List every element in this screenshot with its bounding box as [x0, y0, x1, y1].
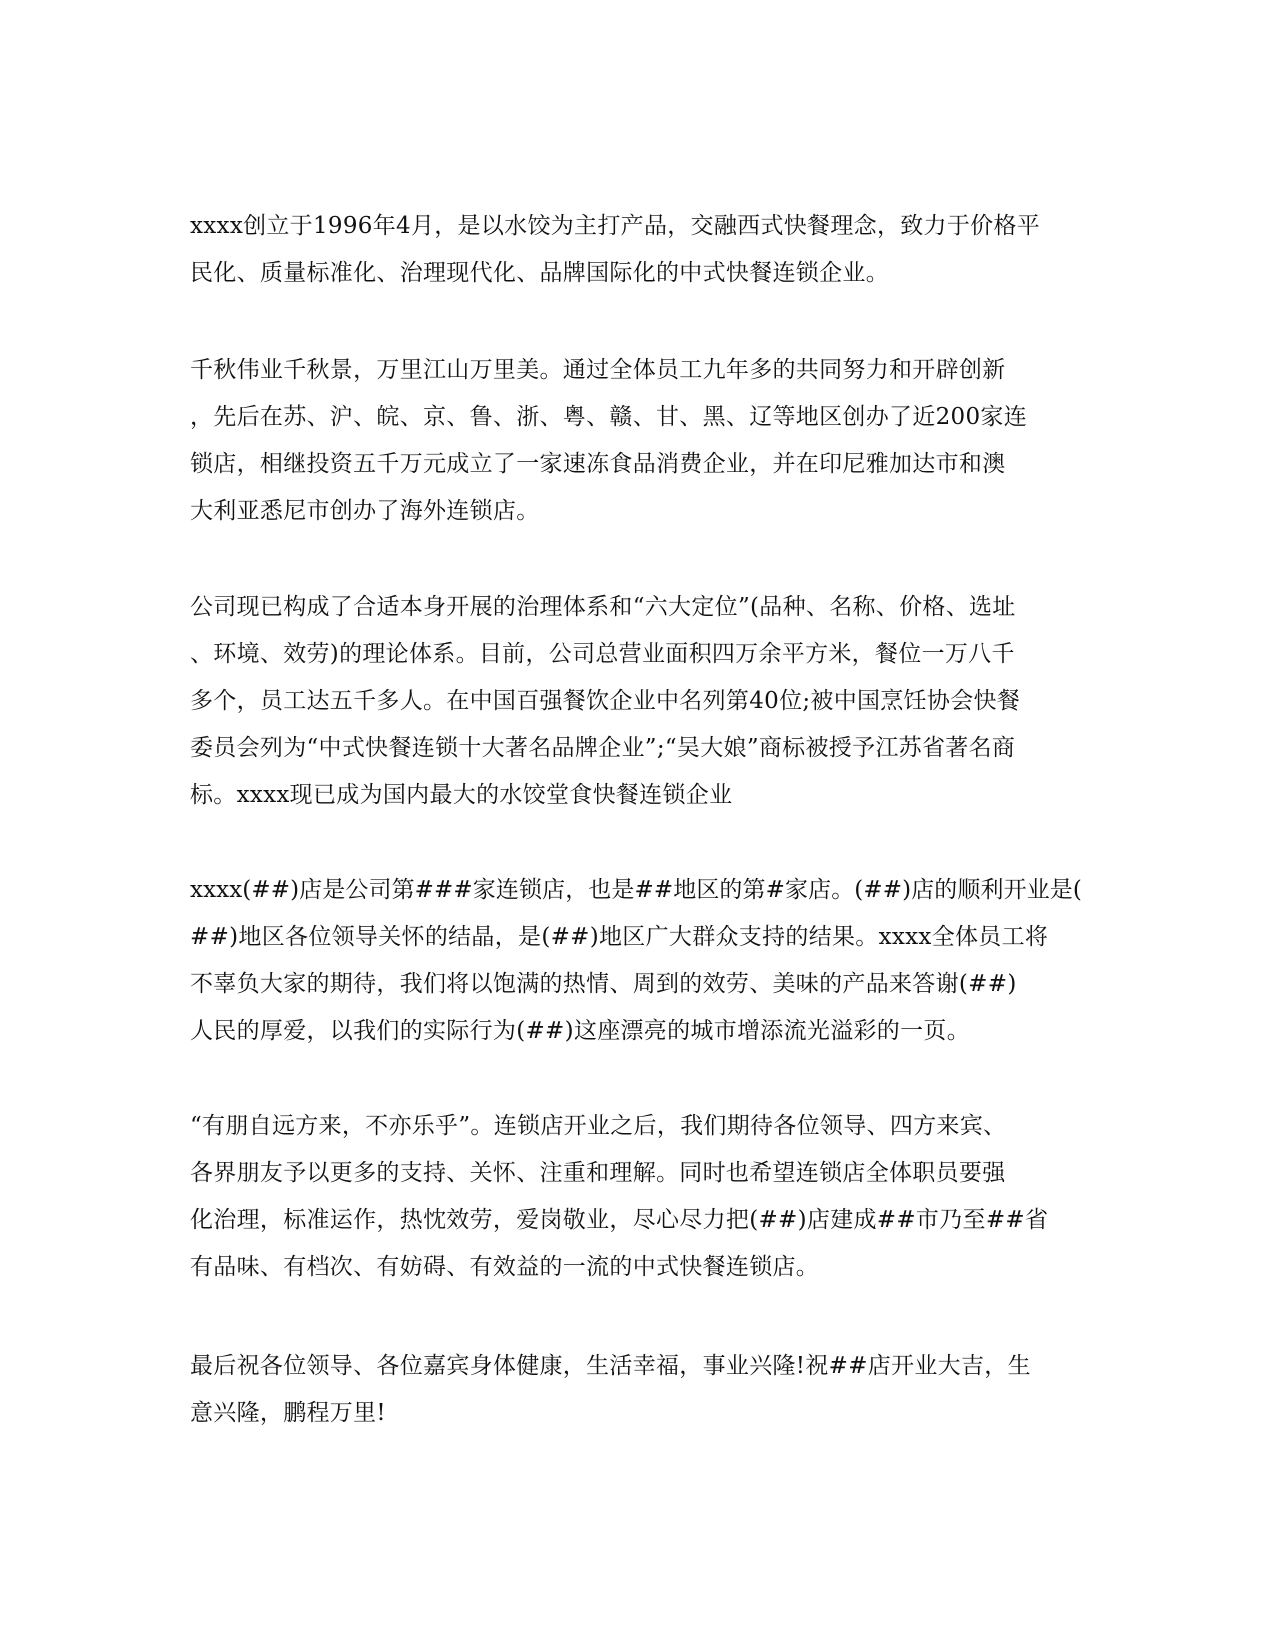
text-line: 化治理，标准运作，热忱效劳，爱岗敬业，尽心尽力把(##)店建成##市乃至##省 [190, 1207, 1049, 1233]
text-line: “有朋自远方来，不亦乐乎”。连锁店开业之后，我们期待各位领导、四方来宾、 [190, 1113, 1007, 1139]
text-line: 最后祝各位领导、各位嘉宾身体健康，生活幸福，事业兴隆!祝##店开业大吉，生 [190, 1353, 1031, 1379]
paragraph-store-opening [190, 867, 1090, 1055]
text-line: 大利亚悉尼市创办了海外连锁店。 [190, 498, 540, 524]
text-line: 千秋伟业千秋景，万里江山万里美。通过全体员工九年多的共同努力和开辟创新 [190, 357, 1006, 383]
text-line: ##)地区各位领导关怀的结晶，是(##)地区广大群众支持的结果。xxxx全体员工将 [190, 924, 1049, 950]
paragraph-management-system [190, 584, 1090, 819]
paragraph-expectations [190, 1103, 1090, 1291]
text-line: 不辜负大家的期待，我们将以饱满的热情、周到的效劳、美味的产品来答谢(##) [190, 971, 1017, 997]
paragraph-company-founding [190, 203, 1090, 297]
paragraph-closing-wishes [190, 1343, 1090, 1437]
text-line: 各界朋友予以更多的支持、关怀、注重和理解。同时也希望连锁店全体职员要强 [190, 1160, 1006, 1186]
text-line: 有品味、有档次、有妨碍、有效益的一流的中式快餐连锁店。 [190, 1254, 820, 1280]
text-line: 标。xxxx现已成为国内最大的水饺堂食快餐连锁企业 [190, 782, 733, 808]
text-line: ，先后在苏、沪、皖、京、鲁、浙、粤、赣、甘、黑、辽等地区创办了近200家连 [190, 404, 1027, 430]
text-line: 、环境、效劳)的理论体系。目前，公司总营业面积四万余平方米，餐位一万八千 [190, 641, 1015, 667]
text-line: 意兴隆，鹏程万里! [190, 1400, 386, 1426]
text-line: 公司现已构成了合适本身开展的治理体系和“六大定位”(品种、名称、价格、选址 [190, 594, 1016, 620]
text-line: xxxx创立于1996年4月，是以水饺为主打产品，交融西式快餐理念，致力于价格平 [190, 213, 1041, 239]
text-line: 委员会列为“中式快餐连锁十大著名品牌企业”;“吴大娘”商标被授予江苏省著名商 [190, 735, 1016, 761]
text-line: xxxx(##)店是公司第###家连锁店，也是##地区的第#家店。(##)店的顺利开业是( [190, 877, 1082, 903]
text-line: 锁店，相继投资五千万元成立了一家速冻食品消费企业，并在印尼雅加达市和澳 [190, 451, 1006, 477]
text-line: 人民的厚爱，以我们的实际行为(##)这座漂亮的城市增添流光溢彩的一页。 [190, 1018, 970, 1044]
text-line: 多个，员工达五千多人。在中国百强餐饮企业中名列第40位;被中国烹饪协会快餐 [190, 688, 1021, 714]
text-line: 民化、质量标准化、治理现代化、品牌国际化的中式快餐连锁企业。 [190, 260, 889, 286]
paragraph-company-expansion [190, 347, 1090, 535]
